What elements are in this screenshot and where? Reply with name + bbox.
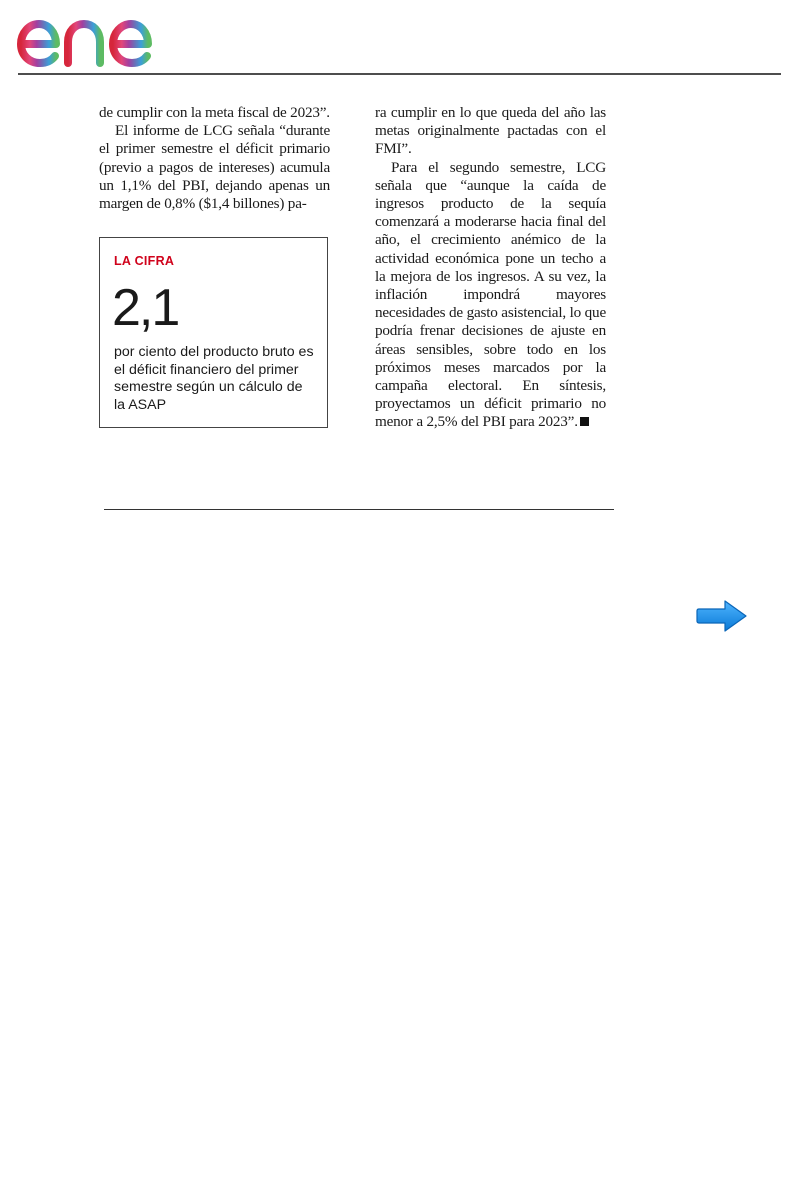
- enel-logo: [16, 4, 181, 68]
- paragraph: ra cumplir en lo que queda del año las metas originalmente pactadas con el FMI”.: [375, 104, 606, 158]
- cifra-label: LA CIFRA: [114, 254, 175, 268]
- article-column-left: [99, 104, 330, 213]
- article-column-right: [375, 104, 606, 432]
- paragraph: [375, 159, 606, 432]
- paragraph: de cumplir con la meta fiscal de 2023”.: [99, 104, 330, 121]
- paragraph-text: Para el segundo semestre, LCG señala que “aunque la caída de ingresos producto de la sequía comenzará a moderarse hacia final del año, el crecimiento anémico de la actividad económica pone un techo a la mejora de los ingresos. A su vez, la inflación impondrá mayores necesidades de gasto asistencial, lo que podría frenar decisiones de ajuste en áreas sensibles, sobre todo en los próximos meses marcados por la campaña electoral. En síntesis, proyectamos un déficit primario no menor a 2,5% del PBI para 2023”.: [375, 158, 606, 431]
- arrow-right-icon[interactable]: [695, 598, 749, 634]
- article-end-divider: [104, 509, 614, 510]
- page-header: [0, 0, 800, 80]
- la-cifra-box: [99, 237, 328, 428]
- end-of-article-mark: [580, 417, 589, 426]
- paragraph: El informe de LCG señala “durante el primer semestre el déficit primario (previo a pagos de intereses) acumula un 1,1% del PBI, dejando apenas un margen de 0,8% ($1,4 billones) pa-: [99, 122, 330, 213]
- cifra-value: 2,1: [112, 279, 179, 337]
- cifra-description: por ciento del producto bruto es el déficit financiero del primer semestre según un cálculo de la ASAP: [114, 344, 314, 413]
- header-divider: [18, 73, 781, 75]
